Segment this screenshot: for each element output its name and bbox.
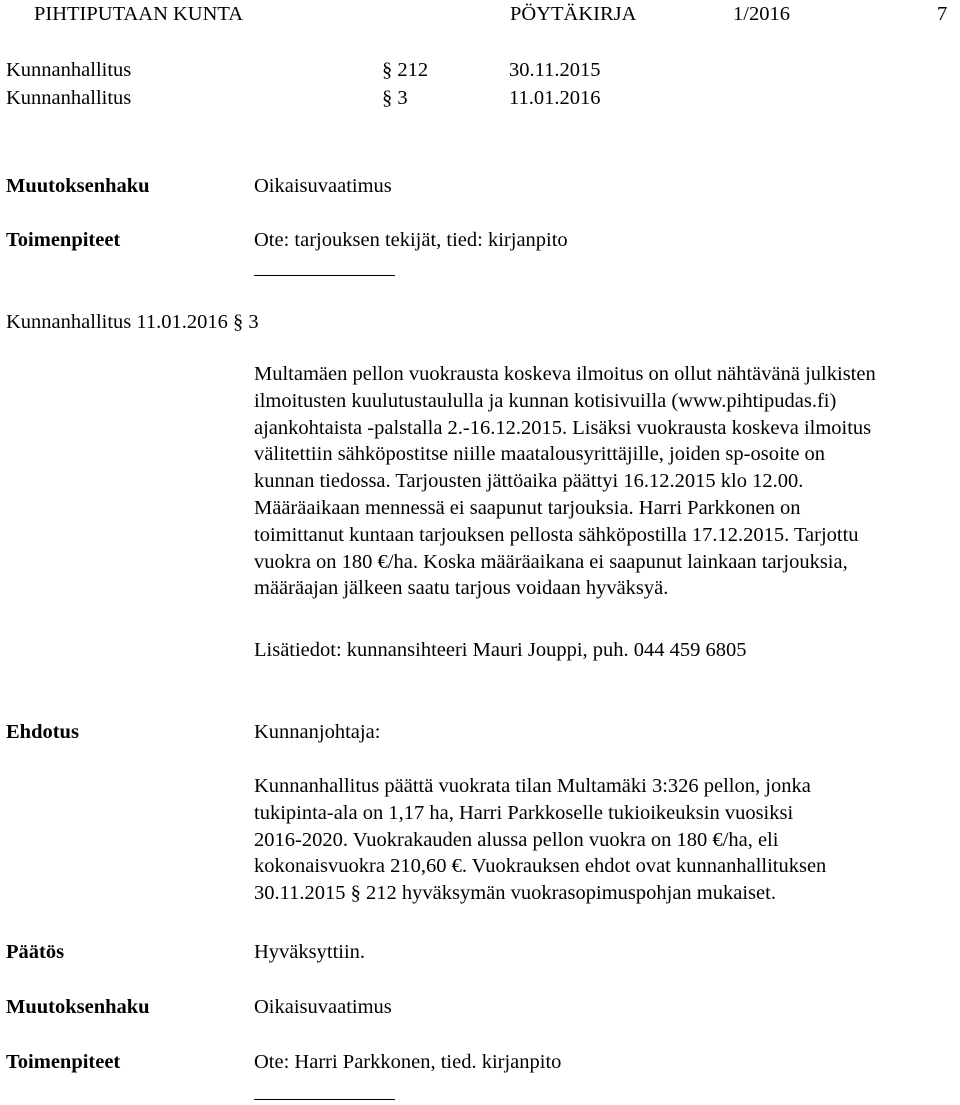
toimenpiteet-value: Ote: Harri Parkkonen, tied. kirjanpito bbox=[254, 1051, 562, 1073]
description-line: kunnan tiedossa. Tarjousten jättöaika päättyi 16.12.2015 klo 12.00. bbox=[254, 470, 804, 493]
reference-date: 11.01.2016 bbox=[509, 87, 601, 109]
description-line: ilmoitusten kuulutustaululla ja kunnan kotisivuilla (www.pihtipudas.fi) bbox=[254, 389, 837, 412]
document-number: 1/2016 bbox=[733, 3, 790, 25]
description-line: ajankohtaista -palstalla 2.-16.12.2015. Lisäksi vuokrausta koskeva ilmoitus bbox=[254, 416, 872, 439]
reference-body: Kunnanhallitus bbox=[6, 87, 132, 109]
description-line: välitettiin sähköpostitse niille maatalousyrittäjille, joiden sp-osoite on bbox=[254, 443, 826, 466]
separator-line bbox=[254, 275, 395, 276]
reference-section: § 3 bbox=[382, 87, 408, 109]
toimenpiteet-value: Ote: tarjouksen tekijät, tied: kirjanpito bbox=[254, 229, 568, 251]
toimenpiteet-label: Toimenpiteet bbox=[6, 229, 121, 251]
contact-info: Lisätiedot: kunnansihteeri Mauri Jouppi, puh. 044 459 6805 bbox=[254, 639, 747, 661]
proposal-line: 30.11.2015 § 212 hyväksymän vuokrasopimuspohjan mukaiset. bbox=[254, 882, 776, 905]
decision-label: Päätös bbox=[6, 941, 65, 963]
proposal-presenter: Kunnanjohtaja: bbox=[254, 721, 381, 743]
reference-section: § 212 bbox=[382, 59, 429, 81]
description-line: vuokra on 180 €/ha. Koska määräaikana ei saapunut lainkaan tarjouksia, bbox=[254, 550, 848, 573]
muutoksenhaku-label: Muutoksenhaku bbox=[6, 996, 150, 1018]
municipality-name: PIHTIPUTAAN KUNTA bbox=[34, 3, 244, 25]
separator-line bbox=[254, 1099, 395, 1100]
description-paragraph bbox=[254, 361, 954, 602]
description-line: Multamäen pellon vuokrausta koskeva ilmoitus on ollut nähtävänä julkisten bbox=[254, 363, 876, 385]
description-line: toimittanut kuntaan tarjouksen pellosta sähköpostilla 17.12.2015. Tarjottu bbox=[254, 523, 859, 546]
muutoksenhaku-label: Muutoksenhaku bbox=[6, 175, 150, 197]
muutoksenhaku-value: Oikaisuvaatimus bbox=[254, 175, 392, 197]
page-number: 7 bbox=[937, 3, 948, 25]
reference-body: Kunnanhallitus bbox=[6, 59, 132, 81]
proposal-line: Kunnanhallitus päättä vuokrata tilan Multamäki 3:326 pellon, jonka bbox=[254, 775, 811, 797]
section-heading: Kunnanhallitus 11.01.2016 § 3 bbox=[6, 311, 259, 333]
decision-value: Hyväksyttiin. bbox=[254, 941, 366, 963]
proposal-line: 2016-2020. Vuokrakauden alussa pellon vuokra on 180 €/ha, eli bbox=[254, 828, 779, 851]
description-line: Määräaikaan mennessä ei saapunut tarjouksia. Harri Parkkonen on bbox=[254, 496, 801, 519]
proposal-paragraph bbox=[254, 773, 954, 907]
proposal-line: kokonaisvuokra 210,60 €. Vuokrauksen ehdot ovat kunnanhallituksen bbox=[254, 855, 827, 878]
document-type: PÖYTÄKIRJA bbox=[510, 3, 637, 25]
description-line: määräajan jälkeen saatu tarjous voidaan hyväksyä. bbox=[254, 577, 669, 600]
reference-date: 30.11.2015 bbox=[509, 59, 601, 81]
proposal-line: tukipinta-ala on 1,17 ha, Harri Parkkoselle tukioikeuksin vuosiksi bbox=[254, 801, 794, 824]
proposal-label: Ehdotus bbox=[6, 721, 79, 743]
toimenpiteet-label: Toimenpiteet bbox=[6, 1051, 121, 1073]
muutoksenhaku-value: Oikaisuvaatimus bbox=[254, 996, 392, 1018]
